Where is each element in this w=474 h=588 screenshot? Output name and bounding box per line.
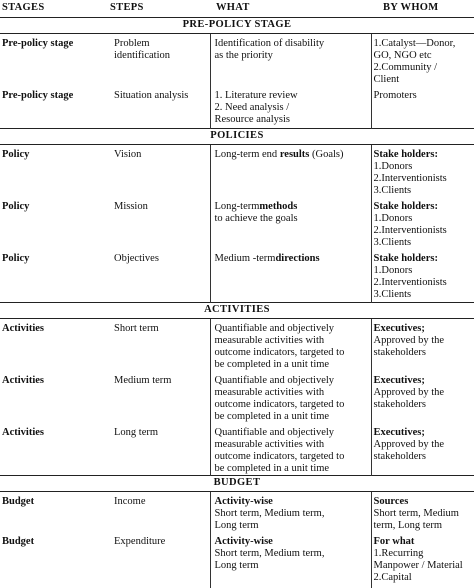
whom-heading: Sources: [373, 496, 409, 507]
whom-cell: [371, 144, 474, 197]
what-cell: [210, 34, 371, 87]
whom-cell: [371, 197, 474, 249]
whom-line: stakeholders: [373, 347, 426, 358]
whom-line: 2.Community /: [373, 62, 438, 73]
what-line: outcome indicators, targeted to: [214, 451, 345, 462]
section-row: [0, 18, 474, 34]
what-cell: [210, 249, 371, 303]
whom-line: 1.Donors: [373, 160, 413, 172]
step-cell: Medium term: [114, 375, 172, 386]
what-line: 1. Literature review: [214, 90, 298, 101]
what-cell: [210, 319, 371, 372]
what-text: Medium -term: [214, 252, 276, 264]
whom-cell: [371, 423, 474, 476]
what-line: be completed in a unit time: [214, 359, 330, 370]
step-cell: Expenditure: [114, 536, 166, 547]
whom-line: 2.Interventionists: [373, 224, 447, 236]
what-cell: [210, 144, 371, 197]
whom-line: 3.Clients: [373, 288, 412, 300]
table-row: [0, 371, 474, 423]
what-heading: Activity-wise: [214, 496, 273, 507]
what-line: Long term: [214, 520, 259, 531]
stage-cell: Policy: [2, 252, 30, 264]
whom-heading: Executives;: [373, 427, 425, 438]
step-cell: Situation analysis: [114, 90, 189, 101]
whom-cell: [371, 34, 474, 87]
table-row: [0, 34, 474, 87]
section-row: [0, 128, 474, 144]
whom-line: Approved by the: [373, 335, 445, 346]
whom-line: stakeholders: [373, 399, 426, 410]
what-line: measurable activities with: [214, 387, 325, 398]
whom-line: stakeholders: [373, 451, 426, 462]
what-cell: [210, 86, 371, 128]
whom-cell: [371, 86, 474, 128]
table-row: [0, 249, 474, 303]
whom-line: Approved by the: [373, 387, 445, 398]
whom-cell: [371, 371, 474, 423]
stage-cell: Policy: [2, 148, 30, 160]
what-line: be completed in a unit time: [214, 411, 330, 422]
step-cell: Problem identification: [114, 38, 170, 61]
whom-line: term, Long term: [373, 520, 443, 531]
table-row: [0, 197, 474, 249]
step-cell: Long term: [114, 427, 159, 438]
header-stages: STAGES: [0, 0, 108, 18]
step-cell: Objectives: [114, 252, 159, 264]
whom-cell: [371, 532, 474, 588]
what-line: measurable activities with: [214, 335, 325, 346]
header-what: WHAT: [210, 0, 371, 18]
header-row: [0, 0, 474, 18]
whom-line: 1.Donors: [373, 212, 413, 224]
section-budget: BUDGET: [0, 476, 474, 492]
whom-heading: Executives;: [373, 323, 425, 334]
whom-line: 1.Recurring: [373, 548, 424, 559]
whom-cell: [371, 492, 474, 533]
what-line: Identification of disability: [214, 38, 325, 49]
stage-cell: Budget: [2, 536, 35, 547]
step-cell: Mission: [114, 200, 148, 212]
whom-heading: Stake holders:: [373, 252, 438, 264]
stage-cell: Pre-policy stage: [2, 38, 74, 49]
whom-line: 2.Interventionists: [373, 172, 447, 184]
whom-line: Short term, Medium: [373, 508, 459, 519]
stage-cell: Policy: [2, 200, 30, 212]
section-pre-policy: PRE-POLICY STAGE: [0, 18, 474, 34]
stage-cell: Budget: [2, 496, 35, 507]
what-line: Short term, Medium term,: [214, 548, 325, 559]
what-cell: [210, 532, 371, 588]
whom-line: 1.Donors: [373, 264, 413, 276]
what-text: Long-term: [214, 200, 260, 212]
step-cell: Income: [114, 496, 146, 507]
what-line: outcome indicators, targeted to: [214, 347, 345, 358]
table-row: [0, 423, 474, 476]
what-line: measurable activities with: [214, 439, 325, 450]
what-cell: [210, 492, 371, 533]
stage-cell: Activities: [2, 427, 44, 438]
what-line: Short term, Medium term,: [214, 508, 325, 519]
whom-line: 2.Interventionists: [373, 276, 447, 288]
what-cell: [210, 197, 371, 249]
what-heading: Activity-wise: [214, 536, 273, 547]
stage-cell: Activities: [2, 323, 44, 334]
table-row: [0, 86, 474, 128]
what-text: Long-term end: [214, 148, 280, 160]
section-row: [0, 476, 474, 492]
section-activities: ACTIVITIES: [0, 303, 474, 319]
what-line: outcome indicators, targeted to: [214, 399, 345, 410]
whom-heading: Stake holders:: [373, 200, 438, 212]
what-key-term: methods: [259, 200, 298, 212]
whom-line: Manpower / Material: [373, 560, 463, 571]
whom-line: GO, NGO etc: [373, 50, 432, 61]
what-cell: [210, 423, 371, 476]
section-policies: POLICIES: [0, 128, 474, 144]
what-line: Resource analysis: [214, 114, 291, 125]
what-line: Quantifiable and objectively: [214, 427, 335, 438]
what-tail: to achieve the goals: [214, 212, 298, 224]
whom-line: 3.Clients: [373, 236, 412, 248]
whom-cell: [371, 319, 474, 372]
what-key-term: directions: [275, 252, 320, 264]
whom-heading: Executives;: [373, 375, 425, 386]
whom-cell: [371, 249, 474, 303]
what-cell: [210, 371, 371, 423]
whom-heading: For what: [373, 536, 415, 547]
whom-line: Client: [373, 74, 400, 85]
what-line: Quantifiable and objectively: [214, 323, 335, 334]
what-line: be completed in a unit time: [214, 463, 330, 474]
what-tail: (Goals): [309, 148, 344, 160]
table-row: [0, 492, 474, 533]
table-row: [0, 144, 474, 197]
stage-cell: Activities: [2, 375, 44, 386]
whom-line: 2.Capital: [373, 572, 412, 583]
whom-line: Approved by the: [373, 439, 445, 450]
what-key-term: results: [279, 148, 310, 160]
table-row: [0, 319, 474, 372]
whom-heading: Stake holders:: [373, 148, 438, 160]
table-row: [0, 532, 474, 588]
step-cell: Short term: [114, 323, 159, 334]
what-line: 2. Need analysis /: [214, 102, 290, 113]
section-row: [0, 303, 474, 319]
what-line: Quantifiable and objectively: [214, 375, 335, 386]
what-line: as the priority: [214, 50, 273, 61]
step-cell: Vision: [114, 148, 142, 160]
header-steps: STEPS: [108, 0, 210, 18]
whom-line: 3.Clients: [373, 184, 412, 196]
what-line: Long term: [214, 560, 259, 571]
stage-cell: Pre-policy stage: [2, 90, 74, 101]
whom-line: 1.Catalyst—Donor,: [373, 38, 456, 49]
whom-line: Promoters: [373, 90, 417, 101]
header-by-whom: BY WHOM: [371, 0, 474, 18]
